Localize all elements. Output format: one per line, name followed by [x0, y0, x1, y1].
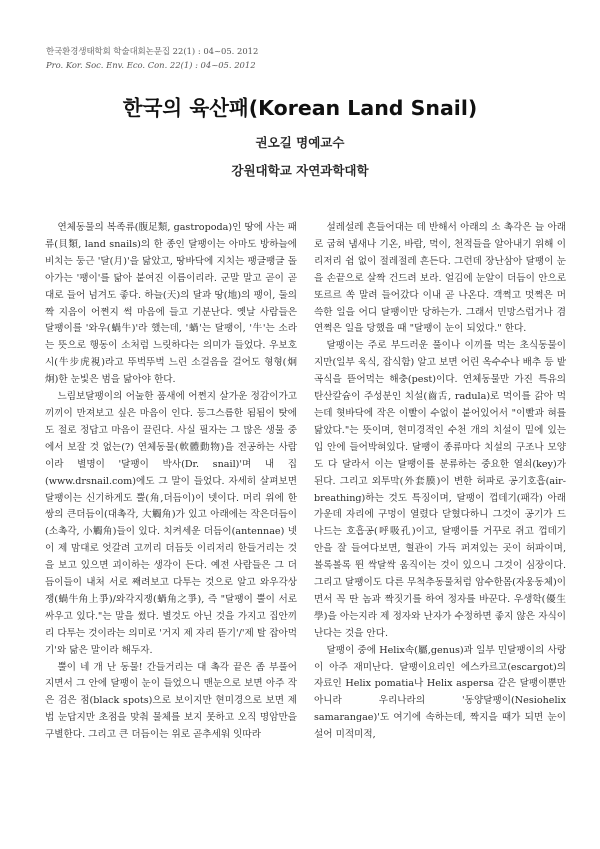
journal-citation-english: Pro. Kor. Soc. Env. Eco. Con. 22(1) : 04~05. 2012 — [46, 60, 256, 70]
body-column-left — [45, 220, 297, 744]
paragraph: 뿔이 네 개 난 동물! 간들거리는 대 촉각 끝은 좀 부풀어 지면서 그 안에 달팽이 눈이 들었으니 맨눈으로 보면 아주 작은 검은 점(black spots)으로 보이지만 현미경으로 보면 제법 눈답지만 초점을 맞춰 물체를 보지 못하고 오직 명암만을 구별한다. 그리고 큰 더듬이는 위로 곧추세워 잇따라 — [45, 661, 297, 741]
author-affiliation: 강원대학교 자연과학대학 — [231, 163, 369, 178]
paragraph: 달팽이 중에 Helix속(屬,genus)과 일부 민달팽이의 사랑이 아주 재미난다. 달팽이요리인 에스카르고(escargot)의 자료인 Helix pomatia나 Helix aspersa 같은 달팽이뿐만 아니라 우리나라의 '동양달팽이(Nesiohelix samarangae)'도 여기에 속하는데, 짝지을 때가 되면 눈이 설어 미적미적, — [314, 644, 566, 741]
paragraph: 연체동물의 복족류(腹足類, gastropoda)인 땅에 사는 패류(貝類, land snails)의 한 종인 달팽이는 아마도 방하늘에 비치는 둥근 '달(月)'을 닮았고, 땅바닥에 지치는 팽글팽글 돌아가는 '팽이'를 닮아 붙여진 이름이리라. 군말 말고 곧이 곧대로 들어 넘겨도 좋다. 하늘(天)의 달과 땅(地)의 팽이, 둘의 짝 지음이 어쩐지 썩 마음에 들고 기분난다. 옛날 사람들은 달팽이를 '와우(蝸牛)'라 했는데, '蝸'는 달팽이, '牛'는 소라는 뜻으로 행동이 소처럼 느릿하다는 의미가 들었다. 우보호시(牛步虎視)라고 뚜벅뚜벅 느린 소걸음을 걸어도 형형(炯炯)한 눈빛은 범을 닮아야 한다. — [45, 222, 297, 386]
paragraph: 달팽이는 주로 부드러운 풀이나 이끼를 먹는 초식동물이지만(일부 육식, 잡식함) 알고 보면 어린 옥수수나 배추 등 밭곡식을 뜯어먹는 해충(pest)이다. 연체동물만 가진 특유의 탄산칼슘이 주성분인 치설(齒舌, radula)로 먹이를 갉아 먹는데 혓바닥에 작은 이빨이 수없이 붙어있어서 "이빨과 혀를 닮았다."는 뜻이며, 현미경적인 수천 개의 치설이 밑에 있는 입 안에 들어박혀있다. 달팽이 종류마다 치설의 구조나 모양도 다 달라서 이는 달팽이를 분류하는 중요한 열쇠(key)가 된다. 그리고 외투막(外套膜)이 변한 허파로 공기호흡(air-breathing)하는 것도 특징이며, 달팽이 껍데기(패각) 아래 가운데 자리에 구멍이 열렸다 닫혔다하니 그것이 공기가 드나드는 호흡공(呼吸孔)이고, 달팽이를 거꾸로 쥐고 껍데기 안을 잘 들여다보면, 혈관이 가득 퍼져있는 곳이 허파이며, 볼록볼록 뛴 싹달싹 움직이는 것이 있으니 그것이 심장이다. 그리고 달팽이도 다른 무척추동물처럼 암수한몸(자웅동체)이면서 꼭 딴 놈과 짝짓기를 하여 정자를 바꾼다. 우생학(優生學)을 아는지라 제 정자와 난자가 수정하면 좋지 않은 자식이 난다는 것을 안다. — [314, 340, 566, 639]
journal-header — [46, 44, 258, 72]
author-name: 권오길 명예교수 — [255, 135, 345, 150]
paper-title: 한국의 육산패(Korean Land Snail) — [122, 96, 478, 120]
journal-citation-korean: 한국환경생태학회 학술대회논문집 22(1) : 04~05. 2012 — [46, 46, 259, 56]
body-column-right — [314, 220, 566, 744]
paragraph: 설레설레 흔들어대는 데 반해서 아래의 소 촉각은 늘 아래로 굽혀 냄새나 기온, 바람, 먹이, 천적들을 알아내기 위해 이리저리 쉼 없이 절레절레 흔든다. 그런데 장난삼아 달팽이 눈을 손끝으로 살짝 건드려 보라. 얼김에 눈알이 더듬이 안으로 또르르 쏙 말려 들어갔다 이내 곧 나온다. 객쩍고 멋쩍은 머쓱한 일을 어디 달팽이만 당하는가. 그래서 민망스럽거나 겸연쩍은 일을 당했을 때 "달팽이 눈이 되었다." 한다. — [314, 222, 566, 335]
paragraph: 느림보달팽이의 어눌한 품새에 어쩐지 살가운 정감이가고 끼끼이 만져보고 싶은 마음이 인다. 등그스름한 됨됨이 탓에도 절로 정답고 마음이 끌린다. 사실 필자는 그 많은 생물 중에서 보잘 것 없는(?) 연체동물(軟體動物)을 전공하는 사람이라 별명이 '달팽이 박사(Dr. snail)'며 내 집(www.drsnail.com)에도 그 말이 들었다. 자세히 살펴보면 달팽이는 신기하게도 뿔(角,더듬이)이 넷이다. 머리 위에 한 쌍의 큰더듬이(대촉각, 大觸角)가 있고 아래에는 작은더듬이(소촉각, 小觸角)들이 있다. 치켜세운 더듬이(antennae) 넷이 제 맘대로 엇갈려 고끼리 더듬듯 이리저리 한들거리는 것을 보고 있으면 괴이하는 생각이 든다. 예전 사람들은 그 더듬이들이 내처 서로 째려보고 다투는 것으로 알고 와우각상쟁(蝸牛角上爭)/와각지쟁(蝸角之爭), 즉 "달팽이 뿔이 서로 싸우고 있다."는 말을 썼다. 별것도 아닌 것을 가지고 집안끼리 다투는 것이라는 의미로 '거지 제 자리 뜯기'/'제 탈 잡아먹기'와 닮은 말이라 해두자. — [45, 391, 297, 656]
